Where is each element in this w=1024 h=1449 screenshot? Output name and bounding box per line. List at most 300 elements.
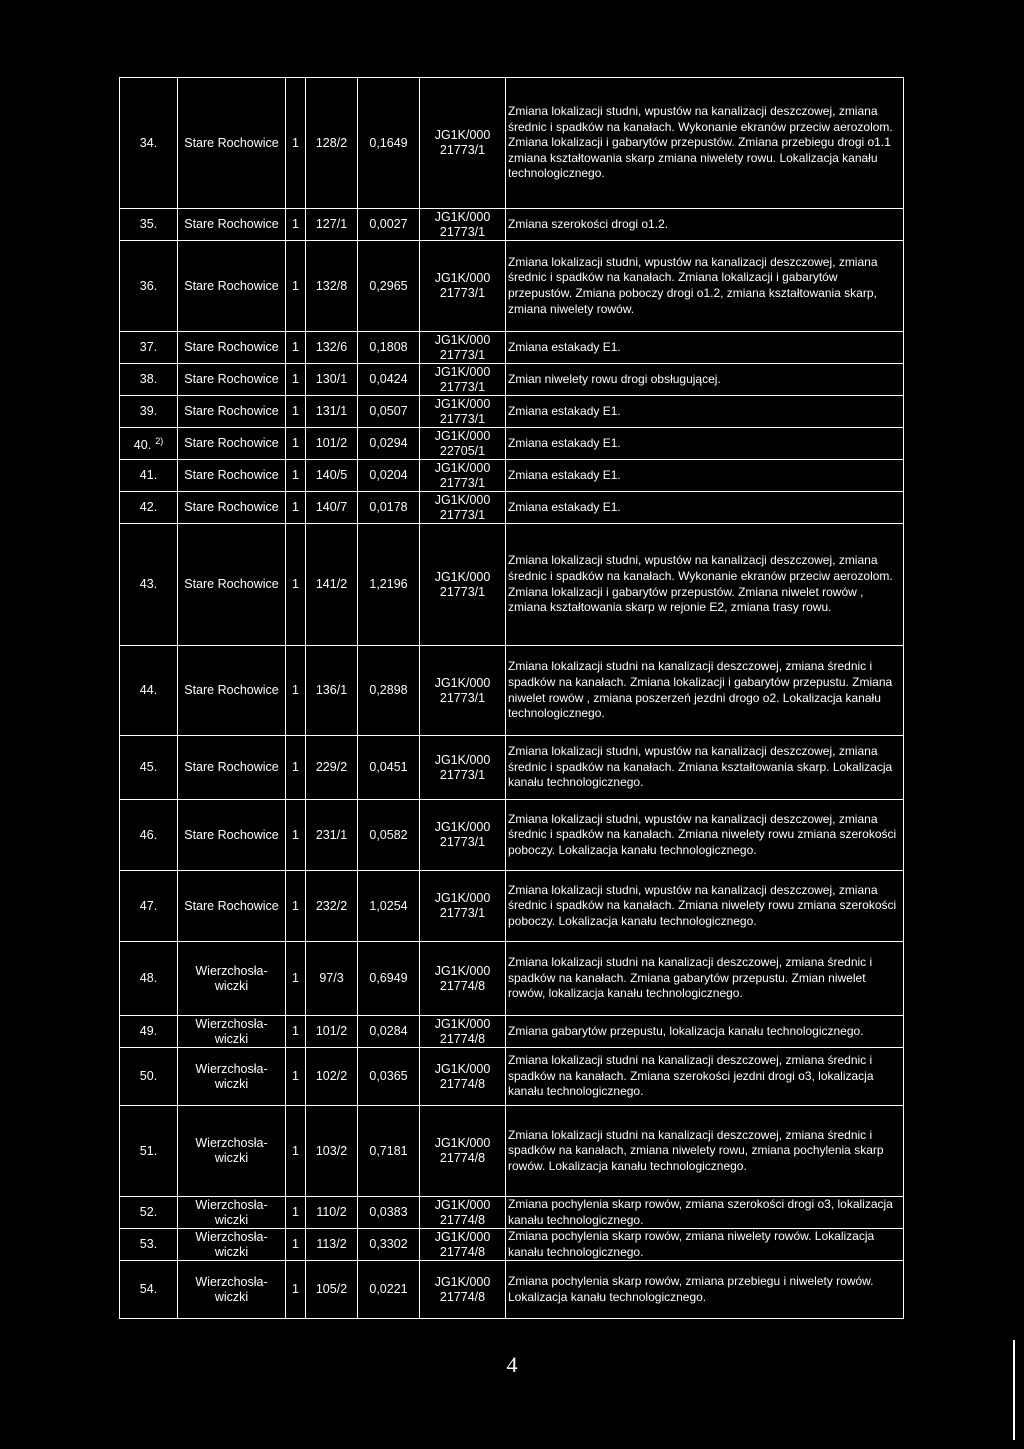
sheet-cell xyxy=(286,736,306,800)
parcel-cell-text: 105/2 xyxy=(315,1282,348,1297)
sheet-cell-text: 1 xyxy=(292,278,299,293)
location-cell-text: Stare Rochowice xyxy=(184,827,279,842)
location-cell xyxy=(178,800,286,871)
area-cell xyxy=(358,78,420,209)
parcel-cell xyxy=(306,241,358,332)
location-cell xyxy=(178,736,286,800)
row-number-text: 41. xyxy=(139,468,158,482)
changes-cell xyxy=(506,209,904,241)
changes-cell-text: Zmiana lokalizacji studni na kanalizacji deszczowej, zmiana średnic i spadków na kanałach. Zmiana lokalizacji i gabarytów przepustu. Zmiana niwelet rowów , zmiana poszerzeń jezdni drogo o2. Lokalizacja kanału technologicznego. xyxy=(508,659,893,721)
area-cell xyxy=(358,736,420,800)
sheet-cell-text: 1 xyxy=(292,1205,299,1220)
area-cell-text: 0,0424 xyxy=(369,372,408,386)
location-cell xyxy=(178,396,286,428)
area-cell-text: 0,2965 xyxy=(369,278,408,293)
parcel-cell-text: 127/1 xyxy=(315,217,348,231)
area-cell-text: 0,0204 xyxy=(369,468,408,482)
location-cell-text: Wierzchosła- wiczki xyxy=(195,1274,268,1304)
parcel-cell xyxy=(306,1016,358,1048)
parcel-cell-text: 132/8 xyxy=(315,278,348,293)
sheet-cell-text: 1 xyxy=(292,436,299,450)
sheet-cell-text: 1 xyxy=(292,404,299,418)
area-cell xyxy=(358,942,420,1016)
table-row xyxy=(120,1197,904,1229)
changes-cell-text: Zmiana gabarytów przepustu, lokalizacja kanału technologicznego. xyxy=(508,1023,864,1038)
area-cell xyxy=(358,428,420,460)
changes-cell xyxy=(506,460,904,492)
table-row xyxy=(120,428,904,460)
land-register-cell-text: JG1K/000 21773/1 xyxy=(434,460,491,490)
parcel-cell-text: 231/1 xyxy=(315,827,348,842)
parcel-cell xyxy=(306,428,358,460)
land-register-cell xyxy=(420,332,506,364)
changes-cell-text: Zmiana lokalizacji studni, wpustów na kanalizacji deszczowej, zmiana średnic i spadków na kanałach. Zmiana niwelety rowu zmiana szerokości poboczy. Lokalizacja kanału technologicznego. xyxy=(508,811,897,857)
changes-cell-text: Zmiana lokalizacji studni, wpustów na kanalizacji deszczowej, zmiana średnic i spadków na kanałach. Wykonanie ekranów przeciw aerozolom. Zmiana lokalizacji i gabarytów przepustów. Zmiana przebiegu drogi o1.1 zmiana kształtowania skarp zmiana niwelety rowu. Lokalizacja kanału technologicznego. xyxy=(508,104,893,181)
row-number-text: 44. xyxy=(139,683,158,697)
sheet-cell xyxy=(286,332,306,364)
row-number-text: 36. xyxy=(139,278,158,293)
changes-cell xyxy=(506,942,904,1016)
land-register-cell-text: JG1K/000 21773/1 xyxy=(434,209,491,239)
sheet-cell-text: 1 xyxy=(292,340,299,354)
parcel-cell xyxy=(306,646,358,736)
location-cell xyxy=(178,209,286,241)
location-cell-text: Stare Rochowice xyxy=(184,760,279,774)
row-number-text: 49. xyxy=(139,1024,158,1038)
scan-edge xyxy=(1013,1340,1015,1440)
row-number xyxy=(120,1261,178,1319)
parcel-cell-text: 141/2 xyxy=(315,577,348,591)
sheet-cell-text: 1 xyxy=(292,683,299,697)
row-number-text: 35. xyxy=(139,217,158,231)
location-cell xyxy=(178,241,286,332)
location-cell-text: Stare Rochowice xyxy=(184,436,279,450)
table-row xyxy=(120,736,904,800)
area-cell-text: 0,0284 xyxy=(369,1024,408,1038)
location-cell-text: Wierzchosła- wiczki xyxy=(195,1016,268,1046)
land-register-cell xyxy=(420,78,506,209)
location-cell xyxy=(178,460,286,492)
parcel-cell xyxy=(306,78,358,209)
changes-cell-text: Zmiana pochylenia skarp rowów, zmiana szerokości drogi o3, lokalizacja kanału technologicznego. xyxy=(508,1197,893,1227)
row-number xyxy=(120,209,178,241)
table-row xyxy=(120,492,904,524)
location-cell xyxy=(178,332,286,364)
changes-cell xyxy=(506,364,904,396)
changes-cell-text: Zmiana lokalizacji studni na kanalizacji deszczowej, zmiana średnic i spadków na kanałach. Zmiana gabarytów przepustu. Zmian niwelet rowów, lokalizacja kanału technologicznego. xyxy=(508,955,873,1001)
row-number-text: 48. xyxy=(139,971,158,985)
area-cell-text: 0,0027 xyxy=(369,217,408,231)
row-number xyxy=(120,1106,178,1197)
changes-cell-text: Zmiana lokalizacji studni, wpustów na kanalizacji deszczowej, zmiana średnic i spadków na kanałach. Zmiana lokalizacji i gabarytów przepustów. Zmiana poboczy drogi o1.2, zmiana kształtowania skarp, zmiana niwelety rowów. xyxy=(508,254,878,316)
parcel-cell xyxy=(306,1229,358,1261)
parcel-cell-text: 132/6 xyxy=(315,340,348,354)
sheet-cell xyxy=(286,1016,306,1048)
changes-cell xyxy=(506,78,904,209)
land-register-cell-text: JG1K/000 21774/8 xyxy=(434,1229,491,1259)
sheet-cell-text: 1 xyxy=(292,1069,299,1083)
location-cell-text: Wierzchosła- wiczki xyxy=(195,963,268,993)
location-cell-text: Wierzchosła- wiczki xyxy=(195,1136,268,1165)
area-cell xyxy=(358,871,420,942)
row-number xyxy=(120,460,178,492)
row-number-text: 53. xyxy=(139,1237,158,1252)
area-cell xyxy=(358,1229,420,1261)
row-number xyxy=(120,942,178,1016)
sheet-cell xyxy=(286,1048,306,1106)
land-register-cell-text: JG1K/000 21773/1 xyxy=(434,752,491,782)
sheet-cell xyxy=(286,492,306,524)
land-register-cell xyxy=(420,800,506,871)
land-register-cell xyxy=(420,736,506,800)
area-cell-text: 0,0582 xyxy=(369,827,408,842)
area-cell xyxy=(358,646,420,736)
sheet-cell-text: 1 xyxy=(292,827,299,842)
location-cell-text: Stare Rochowice xyxy=(184,278,279,293)
parcel-cell-text: 232/2 xyxy=(315,898,348,913)
location-cell xyxy=(178,492,286,524)
row-number xyxy=(120,1197,178,1229)
location-cell xyxy=(178,1106,286,1197)
sheet-cell xyxy=(286,78,306,209)
row-number-text: 39. xyxy=(139,404,158,418)
area-cell xyxy=(358,460,420,492)
sheet-cell-text: 1 xyxy=(292,372,299,386)
area-cell xyxy=(358,1106,420,1197)
changes-cell xyxy=(506,800,904,871)
parcel-cell xyxy=(306,1197,358,1229)
land-register-cell xyxy=(420,1048,506,1106)
table-row xyxy=(120,78,904,209)
area-cell-text: 0,0383 xyxy=(369,1205,408,1220)
location-cell-text: Stare Rochowice xyxy=(184,135,279,150)
table-row xyxy=(120,871,904,942)
location-cell-text: Stare Rochowice xyxy=(184,500,279,514)
changes-cell-text: Zmiana estakady E1. xyxy=(508,467,621,482)
sheet-cell-text: 1 xyxy=(292,468,299,482)
location-cell xyxy=(178,524,286,646)
land-register-cell-text: JG1K/000 21773/1 xyxy=(434,128,491,157)
changes-cell-text: Zmiana estakady E1. xyxy=(508,435,621,450)
sheet-cell-text: 1 xyxy=(292,760,299,774)
land-register-cell xyxy=(420,241,506,332)
changes-cell-text: Zmiana estakady E1. xyxy=(508,339,621,354)
area-cell xyxy=(358,241,420,332)
parcel-cell-text: 131/1 xyxy=(315,404,348,418)
row-number xyxy=(120,241,178,332)
table-row xyxy=(120,241,904,332)
area-cell-text: 0,0365 xyxy=(369,1069,408,1083)
land-register-cell xyxy=(420,460,506,492)
changes-cell-text: Zmiana estakady E1. xyxy=(508,499,621,514)
location-cell-text: Stare Rochowice xyxy=(184,683,279,697)
area-cell xyxy=(358,800,420,871)
changes-cell-text: Zmiana lokalizacji studni na kanalizacji deszczowej, zmiana średnic i spadków na kanałach. Zmiana szerokości jezdni drogi o3, lokalizacja kanału technologicznego. xyxy=(508,1053,874,1099)
location-cell xyxy=(178,364,286,396)
parcel-cell-text: 136/1 xyxy=(315,683,348,697)
parcel-cell xyxy=(306,524,358,646)
sheet-cell xyxy=(286,1261,306,1319)
changes-cell xyxy=(506,241,904,332)
changes-cell-text: Zmiana lokalizacji studni, wpustów na kanalizacji deszczowej, zmiana średnic i spadków na kanałach. Zmiana niwelety rowu zmiana szerokości poboczy. Lokalizacja kanału technologicznego. xyxy=(508,882,897,928)
land-register-cell xyxy=(420,1016,506,1048)
row-number-text: 47. xyxy=(139,898,158,913)
area-cell xyxy=(358,1048,420,1106)
row-number xyxy=(120,78,178,209)
land-register-cell xyxy=(420,1197,506,1229)
area-cell-text: 0,0178 xyxy=(369,500,408,514)
parcel-cell xyxy=(306,1106,358,1197)
table-row xyxy=(120,1229,904,1261)
row-number-text: 45. xyxy=(139,760,158,774)
location-cell xyxy=(178,871,286,942)
table-row xyxy=(120,800,904,871)
location-cell xyxy=(178,78,286,209)
sheet-cell-text: 1 xyxy=(292,217,299,231)
changes-cell xyxy=(506,332,904,364)
table-row xyxy=(120,1106,904,1197)
changes-cell-text: Zmiana lokalizacji studni, wpustów na kanalizacji deszczowej, zmiana średnic i spadków na kanałach. Wykonanie ekranów przeciw aerozolom. Zmiana lokalizacji i gabarytów przepustów. Zmiana niwelet rowów , zmiana kształtowania skarp w rejonie E2, zmiana trasy rowu. xyxy=(508,553,893,615)
sheet-cell-text: 1 xyxy=(292,898,299,913)
row-number xyxy=(120,871,178,942)
row-number xyxy=(120,524,178,646)
parcel-cell-text: 102/2 xyxy=(315,1069,348,1083)
land-register-cell-text: JG1K/000 21773/1 xyxy=(434,820,491,849)
changes-cell xyxy=(506,396,904,428)
parcel-cell xyxy=(306,871,358,942)
land-register-cell xyxy=(420,1261,506,1319)
changes-cell-text: Zmian niwelety rowu drogi obsługującej. xyxy=(508,371,721,386)
parcel-cell-text: 103/2 xyxy=(315,1143,348,1158)
sheet-cell xyxy=(286,428,306,460)
row-number xyxy=(120,1016,178,1048)
row-number-text: 46. xyxy=(139,827,158,842)
changes-cell xyxy=(506,1048,904,1106)
area-cell xyxy=(358,1197,420,1229)
area-cell-text: 0,1649 xyxy=(369,135,408,150)
area-cell-text: 1,2196 xyxy=(369,577,408,591)
table-row xyxy=(120,646,904,736)
row-number xyxy=(120,1048,178,1106)
changes-cell-text: Zmiana szerokości drogi o1.2. xyxy=(508,216,669,231)
parcel-cell-text: 229/2 xyxy=(315,760,348,774)
location-cell-text: Stare Rochowice xyxy=(184,372,279,386)
parcel-cell-text: 130/1 xyxy=(315,372,348,386)
parcel-cell-text: 140/7 xyxy=(315,500,348,514)
sheet-cell-text: 1 xyxy=(292,1237,299,1252)
parcel-cell xyxy=(306,942,358,1016)
row-number-text: 51. xyxy=(139,1143,158,1158)
location-cell-text: Stare Rochowice xyxy=(184,898,279,913)
sheet-cell-text: 1 xyxy=(292,1282,299,1297)
land-register-cell xyxy=(420,492,506,524)
location-cell xyxy=(178,1229,286,1261)
sheet-cell-text: 1 xyxy=(292,971,299,985)
land-register-cell xyxy=(420,1106,506,1197)
land-register-cell xyxy=(420,428,506,460)
area-cell-text: 0,2898 xyxy=(369,683,408,697)
changes-cell xyxy=(506,492,904,524)
location-cell xyxy=(178,1016,286,1048)
footnote-marker: 2) xyxy=(155,435,164,446)
row-number-text: 38. xyxy=(139,372,158,386)
table-row xyxy=(120,332,904,364)
table-row xyxy=(120,942,904,1016)
sheet-cell-text: 1 xyxy=(292,1143,299,1158)
parcel-cell xyxy=(306,1048,358,1106)
land-register-cell-text: JG1K/000 21773/1 xyxy=(434,675,491,705)
parcel-cell-text: 110/2 xyxy=(316,1205,347,1220)
row-number xyxy=(120,646,178,736)
changes-cell xyxy=(506,428,904,460)
row-number-text: 52. xyxy=(139,1205,158,1220)
sheet-cell-text: 1 xyxy=(292,1024,299,1038)
sheet-cell xyxy=(286,800,306,871)
area-cell-text: 0,6949 xyxy=(369,971,408,985)
sheet-cell xyxy=(286,871,306,942)
land-register-cell-text: JG1K/000 21773/1 xyxy=(434,396,491,426)
area-cell xyxy=(358,1261,420,1319)
parcel-cell-text: 101/2 xyxy=(315,436,348,450)
changes-cell xyxy=(506,1016,904,1048)
changes-cell xyxy=(506,1261,904,1319)
land-register-cell xyxy=(420,524,506,646)
area-cell xyxy=(358,332,420,364)
land-register-cell xyxy=(420,871,506,942)
parcel-cell xyxy=(306,492,358,524)
area-cell-text: 0,1808 xyxy=(369,340,408,354)
page-number: 4 xyxy=(506,1352,518,1377)
land-register-cell-text: JG1K/000 21774/8 xyxy=(434,1016,491,1046)
land-register-cell-text: JG1K/000 21774/8 xyxy=(434,1274,491,1304)
changes-cell xyxy=(506,736,904,800)
area-cell-text: 0,7181 xyxy=(369,1143,408,1158)
area-cell xyxy=(358,396,420,428)
changes-cell xyxy=(506,1106,904,1197)
land-register-cell-text: JG1K/000 21774/8 xyxy=(434,1136,491,1165)
area-cell xyxy=(358,524,420,646)
location-cell xyxy=(178,428,286,460)
area-cell xyxy=(358,364,420,396)
land-register-cell xyxy=(420,209,506,241)
parcel-cell-text: 101/2 xyxy=(315,1024,348,1038)
land-register-cell-text: JG1K/000 21773/1 xyxy=(434,332,491,362)
land-register-cell xyxy=(420,396,506,428)
row-number xyxy=(120,1229,178,1261)
parcel-cell xyxy=(306,364,358,396)
changes-cell xyxy=(506,1229,904,1261)
changes-cell-text: Zmiana lokalizacji studni, wpustów na kanalizacji deszczowej, zmiana średnic i spadków na kanałach. Zmiana kształtowania skarp. Lokalizacja kanału technologicznego. xyxy=(508,744,893,790)
row-number xyxy=(120,332,178,364)
parcel-cell-text: 113/2 xyxy=(316,1237,347,1252)
area-cell-text: 0,3302 xyxy=(369,1237,408,1252)
table-row xyxy=(120,209,904,241)
sheet-cell-text: 1 xyxy=(292,135,299,150)
land-register-cell xyxy=(420,1229,506,1261)
area-cell xyxy=(358,209,420,241)
parcel-cell-text: 128/2 xyxy=(315,135,348,150)
changes-cell-text: Zmiana lokalizacji studni na kanalizacji deszczowej, zmiana średnic i spadków na kanałach, zmiana niwelety rowu, zmiana pochylenia skarp rowów. Lokalizacja kanału technologicznego. xyxy=(508,1127,884,1173)
sheet-cell xyxy=(286,1229,306,1261)
row-number-text: 40. xyxy=(133,438,152,453)
changes-cell-text: Zmiana estakady E1. xyxy=(508,403,621,418)
sheet-cell xyxy=(286,396,306,428)
location-cell xyxy=(178,942,286,1016)
parcel-cell-text: 97/3 xyxy=(319,971,344,985)
sheet-cell-text: 1 xyxy=(292,577,299,591)
sheet-cell xyxy=(286,364,306,396)
location-cell xyxy=(178,646,286,736)
area-cell-text: 1,0254 xyxy=(369,898,408,913)
row-number-text: 54. xyxy=(139,1282,158,1297)
land-register-cell-text: JG1K/000 21774/8 xyxy=(434,963,491,993)
location-cell-text: Wierzchosła- wiczki xyxy=(195,1061,268,1091)
parcels-table-body xyxy=(120,78,904,1319)
land-register-cell xyxy=(420,646,506,736)
parcel-cell xyxy=(306,332,358,364)
location-cell-text: Stare Rochowice xyxy=(184,577,279,591)
parcel-cell xyxy=(306,396,358,428)
sheet-cell xyxy=(286,942,306,1016)
land-register-cell-text: JG1K/000 22705/1 xyxy=(434,428,491,458)
land-register-cell-text: JG1K/000 21773/1 xyxy=(434,569,491,599)
sheet-cell xyxy=(286,460,306,492)
row-number-text: 34. xyxy=(139,135,158,150)
row-number-text: 37. xyxy=(139,340,158,354)
changes-cell-text: Zmiana pochylenia skarp rowów, zmiana niwelety rowów. Lokalizacja kanału technologicznego. xyxy=(508,1229,875,1259)
parcel-cell xyxy=(306,800,358,871)
parcel-cell xyxy=(306,1261,358,1319)
location-cell xyxy=(178,1048,286,1106)
location-cell xyxy=(178,1197,286,1229)
sheet-cell-text: 1 xyxy=(292,500,299,514)
sheet-cell xyxy=(286,209,306,241)
area-cell-text: 0,0451 xyxy=(369,760,408,774)
area-cell xyxy=(358,492,420,524)
row-number-text: 50. xyxy=(139,1069,158,1083)
table-row xyxy=(120,1016,904,1048)
land-register-cell xyxy=(420,364,506,396)
area-cell-text: 0,0294 xyxy=(369,436,408,450)
sheet-cell xyxy=(286,1197,306,1229)
row-number-text: 42. xyxy=(139,500,158,514)
parcels-table xyxy=(119,77,904,1319)
land-register-cell-text: JG1K/000 21773/1 xyxy=(434,492,491,522)
sheet-cell xyxy=(286,241,306,332)
parcel-cell xyxy=(306,209,358,241)
location-cell-text: Stare Rochowice xyxy=(184,404,279,418)
changes-cell xyxy=(506,524,904,646)
sheet-cell xyxy=(286,646,306,736)
location-cell-text: Stare Rochowice xyxy=(184,217,279,231)
row-number-text: 43. xyxy=(139,577,158,591)
land-register-cell-text: JG1K/000 21773/1 xyxy=(434,364,491,394)
row-number xyxy=(120,492,178,524)
parcel-cell xyxy=(306,460,358,492)
location-cell-text: Wierzchosła- wiczki xyxy=(195,1229,268,1259)
row-number xyxy=(120,736,178,800)
row-number xyxy=(120,396,178,428)
location-cell-text: Wierzchosła- wiczki xyxy=(195,1197,268,1227)
changes-cell xyxy=(506,871,904,942)
land-register-cell-text: JG1K/000 21773/1 xyxy=(434,891,491,920)
table-row xyxy=(120,524,904,646)
table-row xyxy=(120,1261,904,1319)
changes-cell xyxy=(506,1197,904,1229)
area-cell xyxy=(358,1016,420,1048)
location-cell xyxy=(178,1261,286,1319)
land-register-cell-text: JG1K/000 21773/1 xyxy=(434,271,491,300)
